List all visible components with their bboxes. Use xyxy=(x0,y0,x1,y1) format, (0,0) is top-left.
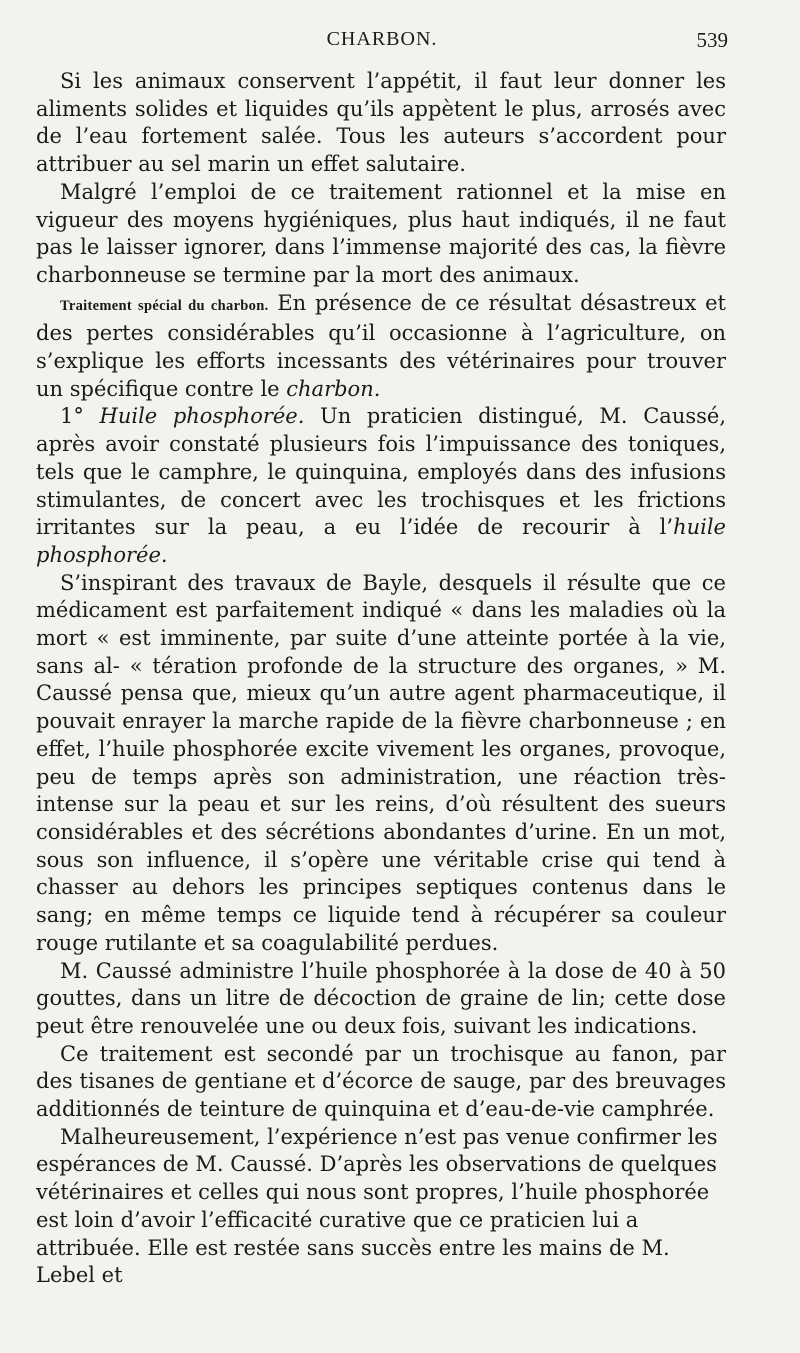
italic-term: huile phosphorée. xyxy=(36,515,726,567)
item-number: 1° xyxy=(60,404,84,429)
paragraph-bayle: S’inspirant des travaux de Bayle, desquels il résulte que ce médicament est parfaitement indiqué « dans les maladies où la mort « est imminente, par suite d’une atteinte portée à la vie, sans al- « tération profonde de la structure des organes, » M. Caussé pensa que, mieux qu’un autre agent pharmaceutique, il pouvait enrayer la marche rapide de la fièvre charbonneuse ; en effet, l’huile phosphorée excite vivement les organes, provoque, peu de temps après son administration, une réaction très-intense sur la peau et sur les reins, d’où résultent des sueurs considérables et des sécrétions abondantes d’urine. En un mot, sous son influence, il s’opère une véritable crise qui tend à chasser au dehors les principes septiques contenus dans le sang; en même temps ce liquide tend à récupérer sa couleur rouge rutilante et sa coagulabilité perdues. xyxy=(36,570,726,955)
page-number: 539 xyxy=(696,28,728,52)
paragraph-phosphorus-oil xyxy=(36,403,726,569)
paragraph-results: Malheureusement, l’expérience n’est pas venue confirmer les espérances de M. Caussé. D’après les observations de quelques vétérinaires et celles qui nous sont propres, l’huile phosphorée est loin d’avoir l’efficacité curative que ce praticien lui a attribuée. Elle est restée sans succès entre les mains de M. Lebel et xyxy=(36,1124,718,1288)
paragraph-appetite: Si les animaux conservent l’appétit, il faut leur donner les aliments solides et liquides qu’ils appètent le plus, arrosés avec de l’eau fortement salée. Tous les auteurs s’accordent pour attribuer au sel marin un effet salutaire. xyxy=(36,69,726,177)
section-heading: Traitement spécial du charbon. xyxy=(60,297,269,314)
paragraph-adjuvants: Ce traitement est secondé par un trochisque au fanon, par des tisanes de gentiane et d’écorce de sauge, par des breuvages additionnés de teinture de quinquina et d’eau-de-vie camphrée. xyxy=(36,1041,726,1122)
paragraph-text: En présence de ce résultat désastreux et des pertes considérables qu’il occasionne à l’agriculture, on s’explique les efforts incessants des vétérinaires pour trouver un spécifique contre le xyxy=(36,290,727,401)
item-title: Huile phosphorée. xyxy=(99,404,305,429)
italic-term: charbon. xyxy=(286,376,381,401)
running-title: CHARBON. xyxy=(326,28,438,50)
paragraph-mortality: Malgré l’emploi de ce traitement rationnel et la mise en vigueur des moyens hygiéniques, plus haut indiqués, il ne faut pas le laisser ignorer, dans l’immense majorité des cas, la fièvre charbonneuse se termine par la mort des animaux. xyxy=(36,179,726,287)
page-header xyxy=(36,28,728,60)
paragraph-special-treatment xyxy=(36,290,726,404)
paragraph-text: Un praticien distingué, M. Caussé, après avoir constaté plusieurs fois l’impuissance des toniques, tels que le camphre, le quinquina, employés dans des infusions stimulantes, de concert avec les trochisques et les frictions irritantes sur la peau, a eu l’idée de recourir à l’ xyxy=(36,404,726,540)
paragraph-dosage: M. Caussé administre l’huile phosphorée à la dose de 40 à 50 gouttes, dans un litre de décoction de graine de lin; cette dose peut être renouvelée une ou deux fois, suivant les indications. xyxy=(36,958,726,1038)
body-text xyxy=(36,68,726,1290)
